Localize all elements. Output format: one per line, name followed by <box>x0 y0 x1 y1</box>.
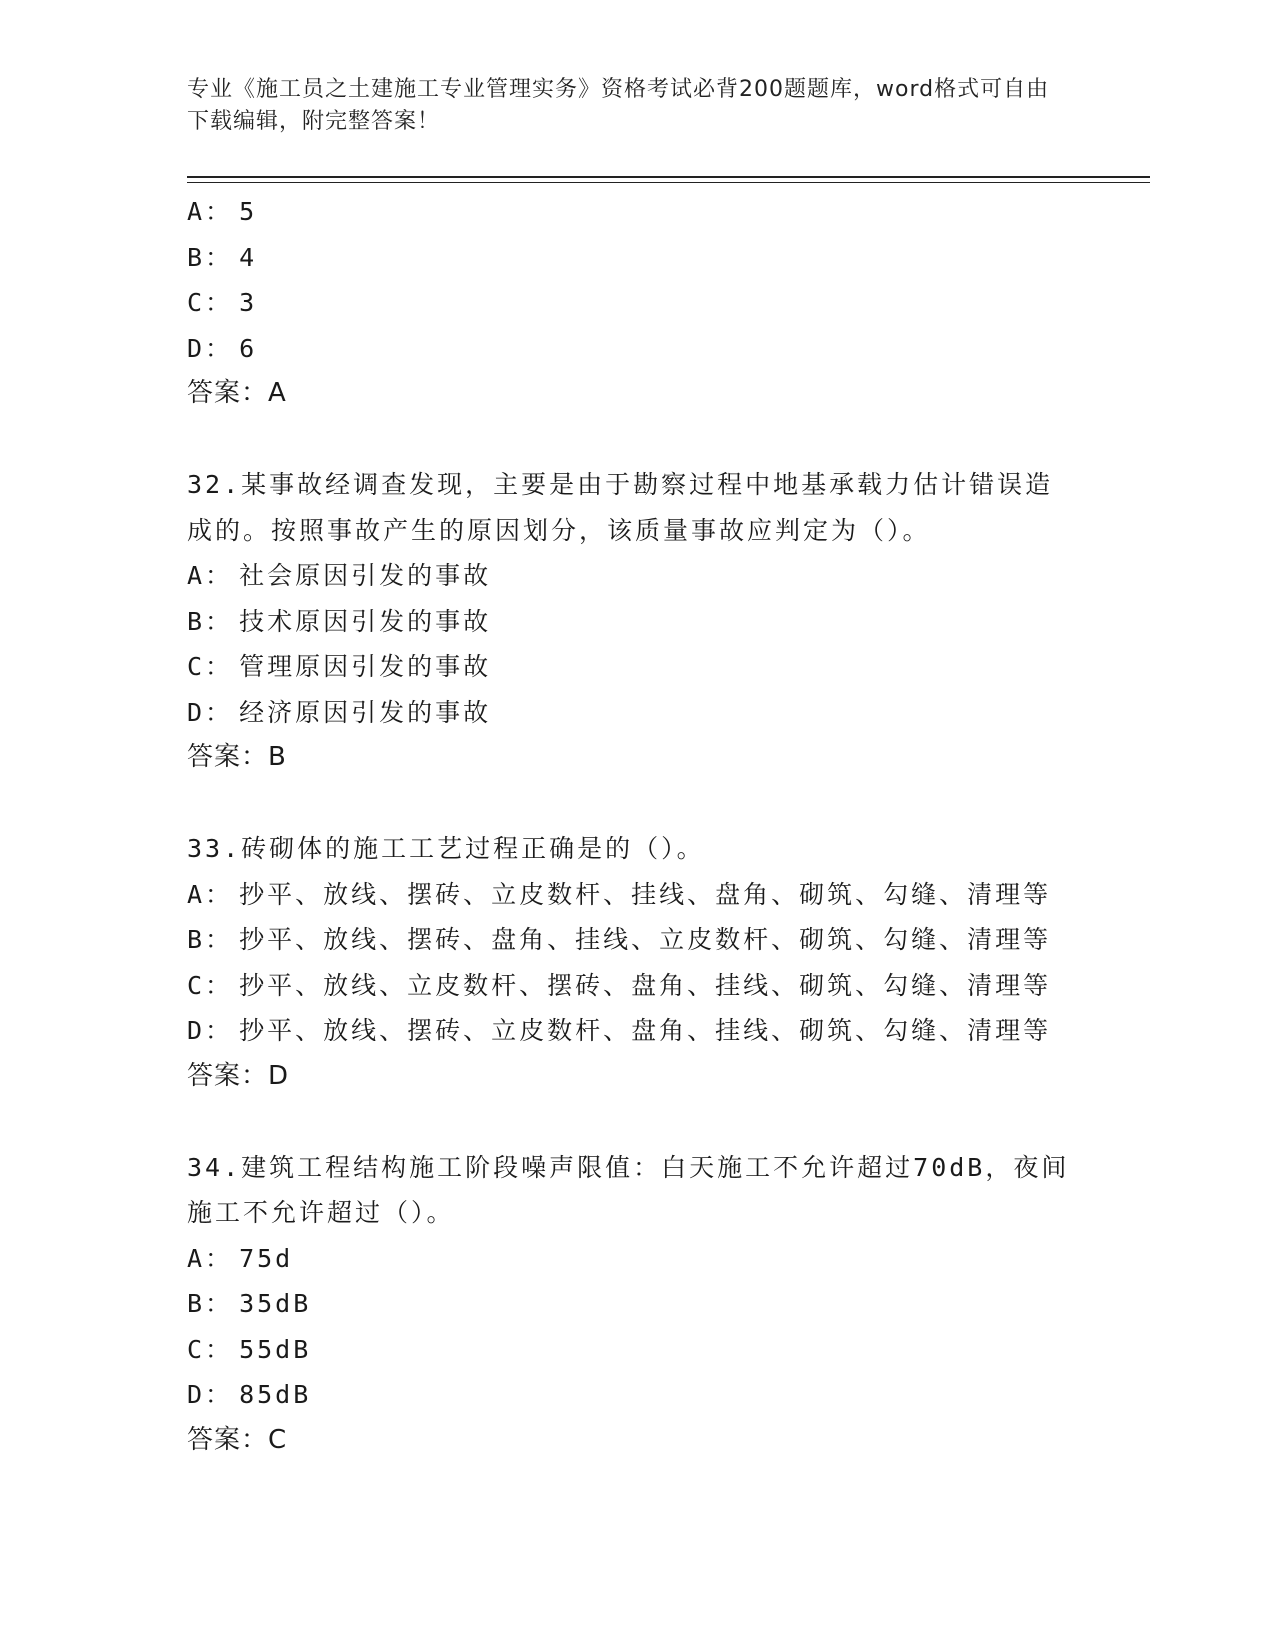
document-header: 专业《施工员之土建施工专业管理实务》资格考试必背200题题库，word格式可自由下载编辑，附完整答案！ <box>187 77 1050 134</box>
option-d: D： 经济原因引发的事故 <box>187 697 492 727</box>
option-a: A： 社会原因引发的事故 <box>187 561 492 590</box>
answer: 答案：A <box>187 378 287 408</box>
question-33 <box>187 826 1087 1099</box>
question-stem: 32.某事故经调查发现，主要是由于勘察过程中地基承载力估计错误造成的。按照事故产生的原因划分，该质量事故应判定为（）。 <box>187 470 1054 545</box>
question-list <box>187 189 1087 1463</box>
header-rule-thick <box>187 176 1150 178</box>
option-b: B： 技术原因引发的事故 <box>187 606 492 636</box>
option-a: A： 抄平、放线、摆砖、立皮数杆、挂线、盘角、砌筑、勾缝、清理等 <box>187 879 1052 909</box>
option-b: B： 35dB <box>187 1289 312 1318</box>
option-b: B： 4 <box>187 242 258 272</box>
answer: 答案：D <box>187 1060 290 1091</box>
option-c: C： 55dB <box>187 1334 312 1364</box>
header-rule-thin <box>187 182 1150 183</box>
answer: 答案：C <box>187 1424 288 1455</box>
option-d: D： 抄平、放线、摆砖、立皮数杆、盘角、挂线、砌筑、勾缝、清理等 <box>187 1016 1052 1045</box>
option-b: B： 抄平、放线、摆砖、盘角、挂线、立皮数杆、砌筑、勾缝、清理等 <box>187 925 1052 954</box>
option-d: D： 6 <box>187 333 258 363</box>
option-a: A： 5 <box>187 197 258 226</box>
option-a: A： 75d <box>187 1243 294 1273</box>
answer: 答案：B <box>187 742 287 772</box>
question-32 <box>187 462 1087 781</box>
option-c: C： 管理原因引发的事故 <box>187 652 492 681</box>
question-stem: 34.建筑工程结构施工阶段噪声限值：白天施工不允许超过70dB，夜间施工不允许超过（）。 <box>187 1152 1070 1227</box>
option-c: C： 3 <box>187 288 258 317</box>
question-31 <box>187 189 1087 417</box>
question-stem: 33.砖砌体的施工工艺过程正确是的（）。 <box>187 834 705 863</box>
option-d: D： 85dB <box>187 1380 312 1409</box>
question-34 <box>187 1145 1087 1464</box>
option-c: C： 抄平、放线、立皮数杆、摆砖、盘角、挂线、砌筑、勾缝、清理等 <box>187 970 1052 1000</box>
